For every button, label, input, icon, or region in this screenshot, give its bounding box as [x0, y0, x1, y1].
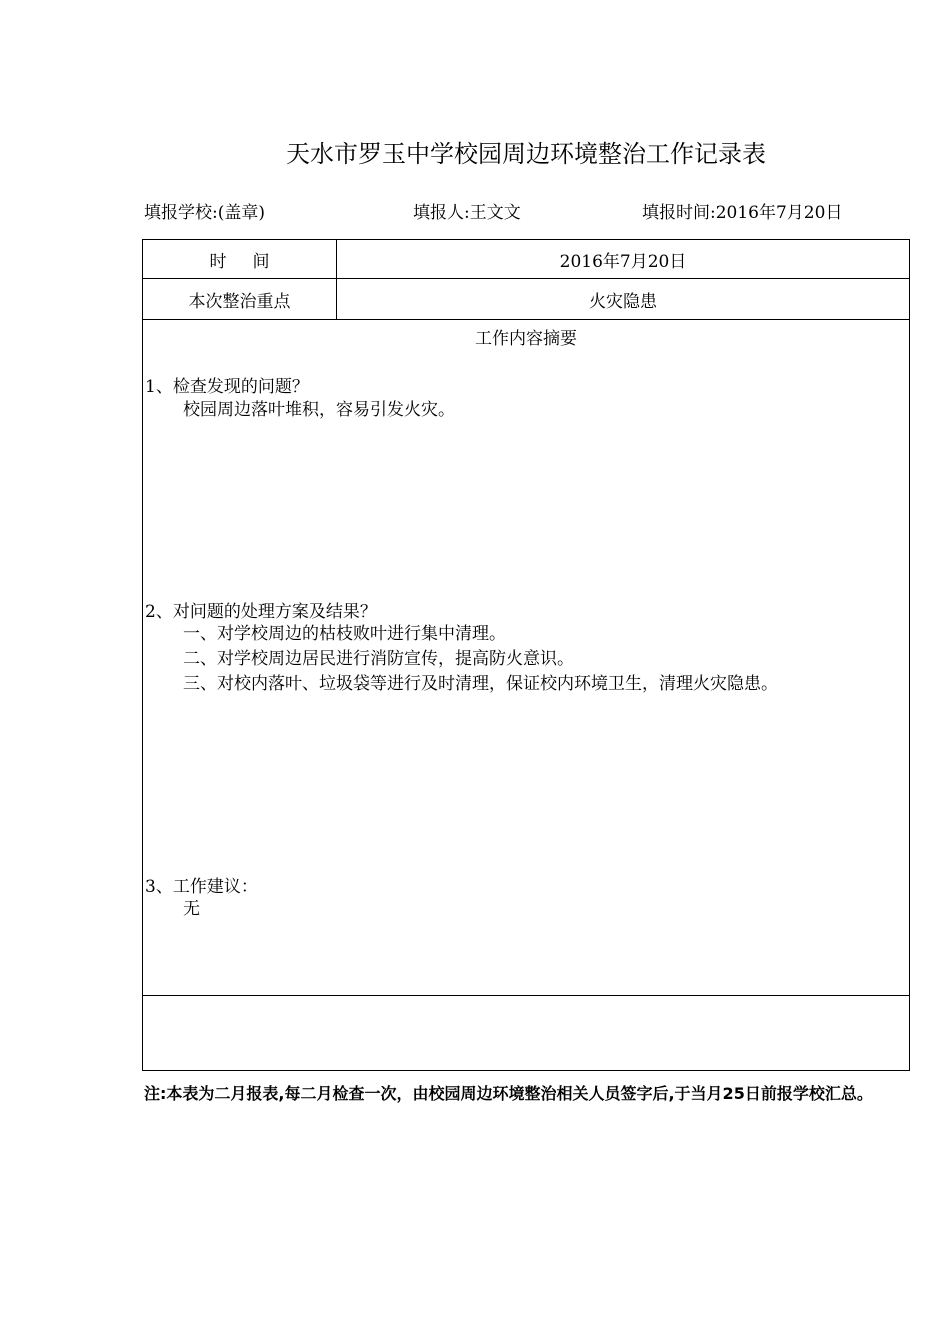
time-value: 2016年7月20日	[559, 251, 687, 272]
time-value-cell	[337, 240, 909, 278]
focus-label: 本次整治重点	[188, 291, 291, 312]
section-3-answer-1: 无	[183, 899, 200, 919]
filing-person: 填报人:王文文	[413, 203, 521, 223]
section-2-answer-3: 三、对校内落叶、垃圾袋等进行及时清理，保证校内环境卫生，清理火灾隐患。	[183, 674, 778, 694]
summary-cell	[143, 320, 909, 996]
section-3-question: 3、工作建议：	[145, 877, 258, 897]
filing-school: 填报学校:(盖章)	[144, 203, 265, 223]
focus-label-cell	[143, 279, 337, 319]
focus-value-cell	[337, 279, 909, 319]
section-1-answer-1: 校园周边落叶堆积，容易引发火灾。	[183, 400, 455, 420]
focus-row	[143, 279, 909, 320]
focus-value: 火灾隐患	[589, 291, 657, 312]
section-2-answer-2: 二、对学校周边居民进行消防宣传，提高防火意识。	[183, 649, 574, 669]
section-2-answer-1: 一、对学校周边的枯枝败叶进行集中清理。	[183, 624, 506, 644]
time-label-cell	[143, 240, 337, 278]
time-label: 时间	[209, 251, 296, 272]
filing-date: 填报时间:2016年7月20日	[642, 203, 843, 223]
record-table	[142, 239, 910, 1071]
signature-cell	[143, 996, 909, 1070]
document-title: 天水市罗玉中学校园周边环境整治工作记录表	[286, 140, 766, 168]
summary-heading: 工作内容摘要	[475, 329, 577, 349]
section-1-question: 1、检查发现的问题？	[145, 377, 309, 397]
section-2-question: 2、对问题的处理方案及结果？	[145, 602, 377, 622]
time-row	[143, 240, 909, 279]
footnote: 注:本表为二月报表,每二月检查一次，由校园周边环境整治相关人员签字后,于当月25日前报学校汇总。	[144, 1084, 873, 1103]
